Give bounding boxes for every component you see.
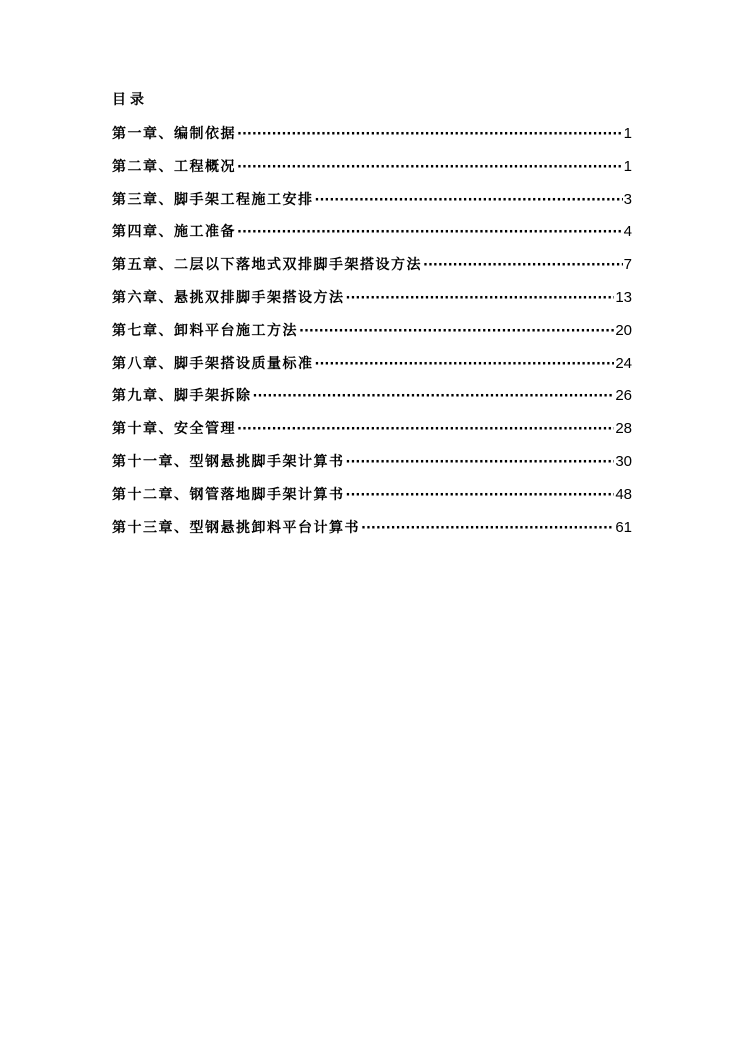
toc-entry-label: 第十一章、型钢悬挑脚手架计算书 [112,453,345,470]
toc-entry-page-number: 61 [615,518,632,536]
toc-dot-leader [346,451,615,474]
toc-entry[interactable] [112,451,632,484]
toc-entry-page-number: 48 [615,485,632,503]
toc-entry[interactable] [112,418,632,451]
toc-entry-page-number: 26 [615,387,632,405]
toc-entry-page-number: 4 [623,223,632,241]
toc-entry-label: 第八章、脚手架搭设质量标准 [112,355,314,372]
toc-entry-page-number: 20 [615,321,632,339]
toc-entry[interactable] [112,385,632,418]
toc-dot-leader [237,123,623,146]
toc-entry-label: 第一章、编制依据 [112,126,236,142]
toc-dot-leader [361,517,614,540]
toc-entry[interactable] [112,254,632,287]
toc-entry-page-number: 3 [623,190,632,208]
toc-entry[interactable] [112,320,632,353]
toc-entry-page-number: 1 [623,157,632,175]
toc-entry-label: 第十二章、钢管落地脚手架计算书 [112,486,345,503]
toc-entry-label: 第四章、施工准备 [112,224,236,241]
toc-entry[interactable] [112,123,632,156]
toc-dot-leader [253,385,615,408]
toc-dot-leader [237,156,623,179]
toc-entry-page-number: 24 [615,354,632,372]
toc-dot-leader [315,353,615,376]
toc-list [112,123,632,549]
toc-entry[interactable] [112,221,632,254]
toc-entry-page-number: 1 [623,125,632,142]
toc-title: 目录 [112,92,148,108]
toc-entry-page-number: 13 [615,288,632,306]
toc-entry-page-number: 28 [615,420,632,438]
toc-entry-label: 第十三章、型钢悬挑卸料平台计算书 [112,519,360,536]
toc-entry-page-number: 30 [615,452,632,470]
toc-dot-leader [423,254,623,277]
toc-dot-leader [346,287,615,310]
toc-entry-label: 第五章、二层以下落地式双排脚手架搭设方法 [112,257,422,274]
toc-dot-leader [237,221,623,244]
toc-dot-leader [315,189,623,212]
toc-dot-leader [299,320,614,343]
toc-entry[interactable] [112,156,632,189]
toc-dot-leader [237,418,614,441]
toc-entry[interactable] [112,287,632,320]
toc-entry-label: 第七章、卸料平台施工方法 [112,322,298,339]
toc-entry[interactable] [112,484,632,517]
toc-entry-label: 第九章、脚手架拆除 [112,388,252,405]
toc-entry[interactable] [112,517,632,550]
toc-entry-label: 第三章、脚手架工程施工安排 [112,191,314,208]
toc-dot-leader [346,484,615,507]
toc-entry[interactable] [112,353,632,386]
toc-entry-label: 第二章、工程概况 [112,158,236,175]
toc-entry-label: 第十章、安全管理 [112,421,236,438]
toc-entry-page-number: 7 [623,256,632,274]
toc-entry[interactable] [112,189,632,222]
toc-entry-label: 第六章、悬挑双排脚手架搭设方法 [112,289,345,306]
